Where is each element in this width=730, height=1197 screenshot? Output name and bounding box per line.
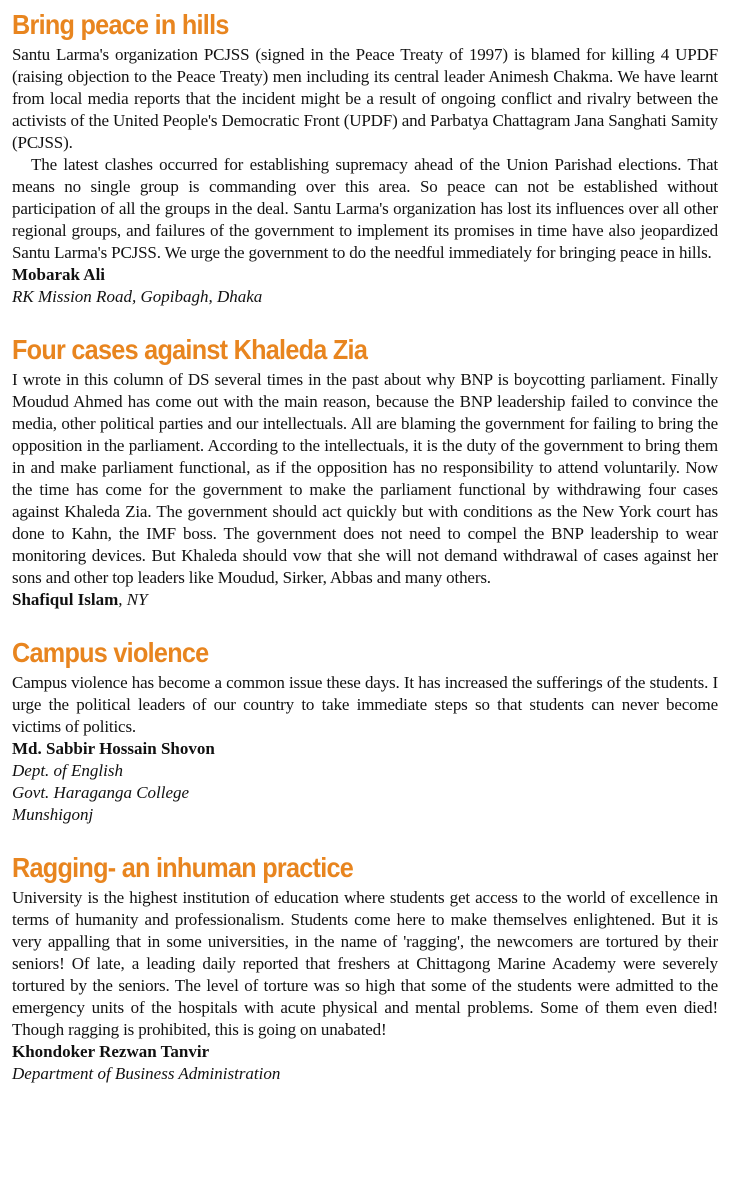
letter-paragraph: I wrote in this column of DS several times in the past about why BNP is boycotting parliament. Finally Moudud Ahmed has come out with the main reason, because the BNP leadership failed to convince the media, other political parties and our intellectuals. All are blaming the government for failing to bring the opposition in the parliament. According to the intellectuals, it is the duty of the government to bring them in and make parliament functional, as if the opposition has no responsibility to attend voluntarily. Now the time has come for the government to make the parliament functional by withdrawing four cases against Khaleda Zia. The government should act quickly but with conditions as the New York court has done to Kahn, the IMF boss. The government does not need to compel the BNP leadership to wear monitoring devices. But Khaleda should vow that she will not demand withdrawal of cases against her sons and other top leaders like Moudud, Sirker, Abbas and many others. [12,370,718,587]
letter-address: Department of Business Administration [12,1064,281,1083]
letter-author: Md. Sabbir Hossain Shovon [12,739,215,758]
letter-campus-violence [12,634,718,826]
letter-address: RK Mission Road, Gopibagh, Dhaka [12,287,263,306]
letter-address-line: Dept. of English [12,761,123,780]
letter-address-line: Govt. Haraganga College [12,783,190,802]
letter-paragraph: Campus violence has become a common issue these days. It has increased the sufferings of the students. I urge the political leaders of our country to take immediate steps so that students can never become victims of politics. [12,673,718,736]
letter-paragraph: Santu Larma's organization PCJSS (signed in the Peace Treaty of 1997) is blamed for killing 4 UPDF (raising objection to the Peace Treaty) men including its central leader Animesh Chakma. We have learnt from local media reports that the incident might be a result of ongoing conflict and rivalry between the activists of the United People's Democratic Front (UPDF) and Parbatya Chattagram Jana Sanghati Samity (PCJSS). [12,45,718,152]
letter-author-line [12,589,718,611]
letter-headline: Four cases against Khaleda Zia [12,334,368,365]
letter-author: Shafiqul Islam [12,590,119,609]
letter-author: Khondoker Rezwan Tanvir [12,1042,210,1061]
letter-author-separator: , [118,590,127,609]
letter-address-line: Munshigonj [12,805,94,824]
letter-author: Mobarak Ali [12,265,106,284]
letter-four-cases-against-khaleda-zia [12,331,718,611]
letter-headline: Ragging- an inhuman practice [12,852,354,883]
letter-paragraph: The latest clashes occurred for establishing supremacy ahead of the Union Parishad elections. That means no single group is commanding over this area. So peace can not be established without participation of all the groups in the deal. Santu Larma's organization has lost its influences over all other regional groups, and failures of the government to implement its promises in time have also jeopardized Santu Larma's PCJSS. We urge the government to do the needful immediately for bringing peace in hills. [12,155,718,262]
letter-headline: Bring peace in hills [12,9,229,40]
letter-bring-peace-in-hills [12,6,718,308]
letter-author-location: NY [126,590,148,609]
letter-headline: Campus violence [12,637,209,668]
letter-ragging-an-inhuman-practice [12,849,718,1085]
letter-paragraph: University is the highest institution of education where students get access to the world of excellence in terms of humanity and professionalism. Students come here to make themselves enlightened. But it is very appalling that in some universities, in the name of 'ragging', the newcomers are tortured by their seniors! Of late, a leading daily reported that freshers at Chittagong Marine Academy were severely tortured by the seniors. The level of torture was so high that some of the students were admitted to the emergency units of the hospitals with acute physical and mental problems. Some of them even died! Though ragging is prohibited, this is going on unabated! [12,888,718,1039]
